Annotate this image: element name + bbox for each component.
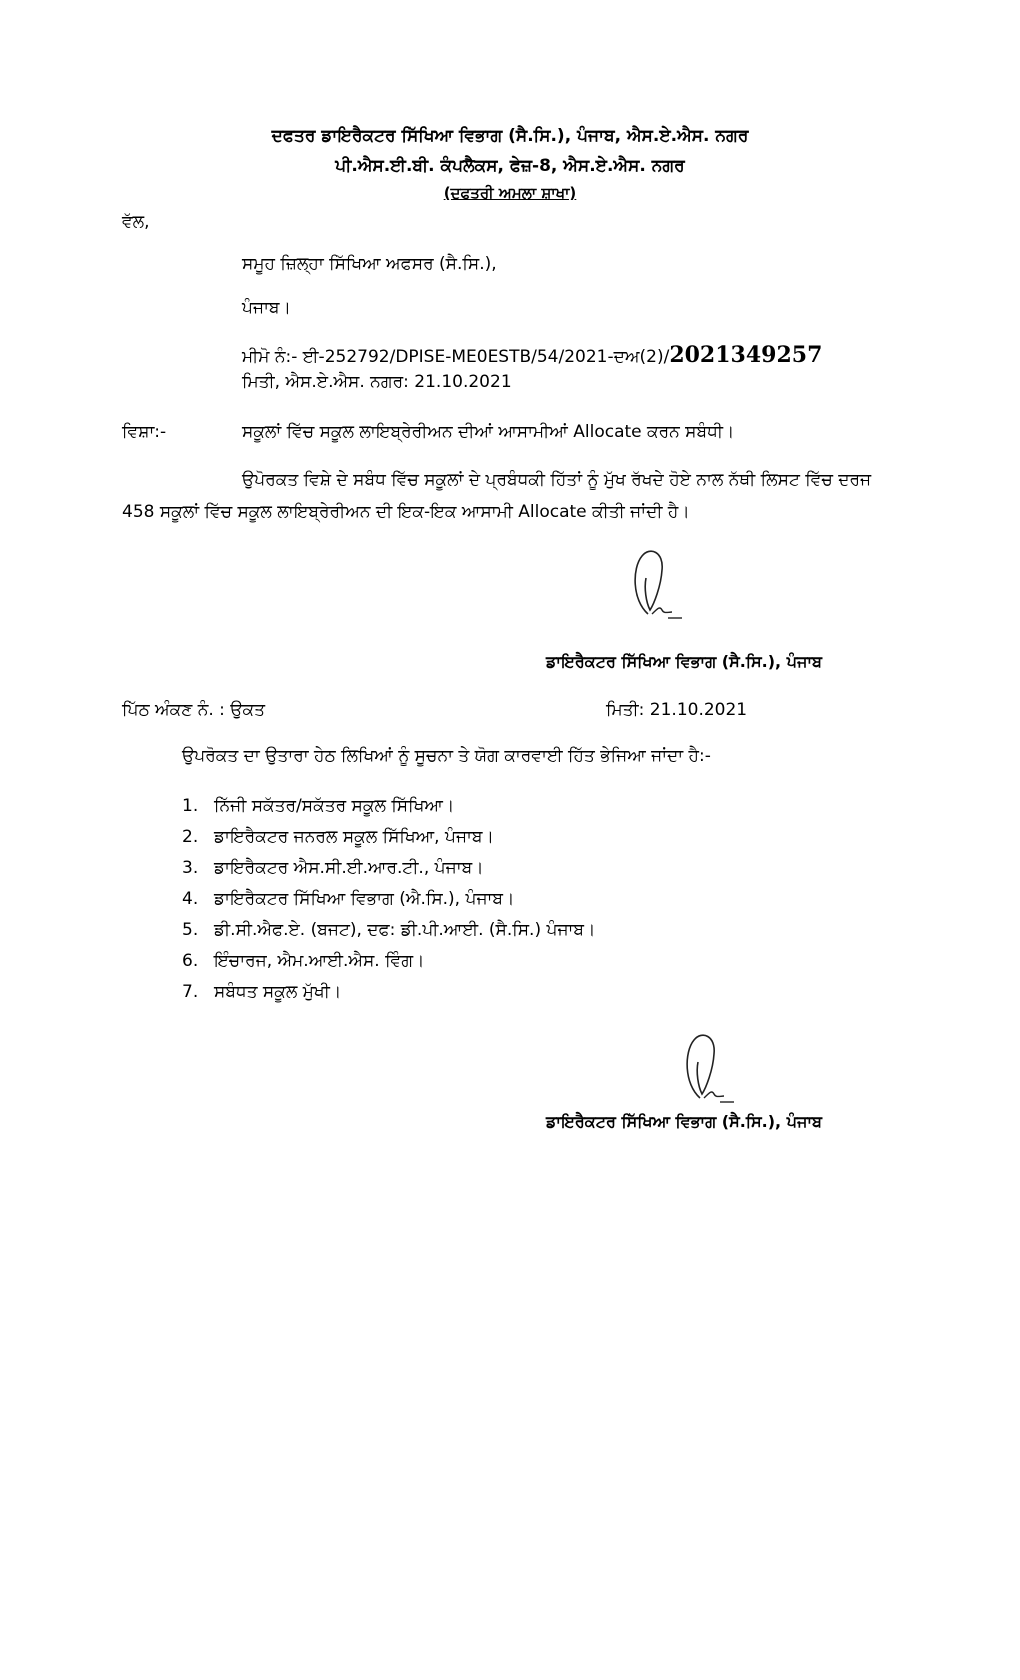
signature2-title: ਡਾਇਰੈਕਟਰ ਸਿੱਖਿਆ ਵਿਭਾਗ (ਸੈ.ਸਿ.), ਪੰਜਾਬ — [546, 1112, 823, 1131]
list-item: 3. ਡਾਇਰੈਕਟਰ ਐਸ.ਸੀ.ਈ.ਆਰ.ਟੀ., ਪੰਜਾਬ। — [182, 858, 484, 878]
list-item: 2. ਡਾਇਰੈਕਟਰ ਜਨਰਲ ਸਕੂਲ ਸਿੱਖਿਆ, ਪੰਜਾਬ। — [182, 827, 494, 847]
header-office-address: ਪੀ.ਐਸ.ਈ.ਬੀ. ਕੰਪਲੈਕਸ, ਫੇਜ਼-8, ਐਸ.ਏ.ਐਸ. ਨਗਰ — [335, 156, 685, 176]
list-item: 7. ਸਬੰਧਤ ਸਕੂਲ ਮੁੱਖੀ। — [182, 982, 342, 1002]
memo-label: ਮੀਮੋ ਨੰ:- ਈ-252792/DPISE-ME0ESTB/54/2021-ਦਅ(2)/ — [242, 347, 670, 367]
endorsement-date: ਮਿਤੀ: 21.10.2021 — [606, 700, 748, 720]
subject-text: ਸਕੂਲਾਂ ਵਿੱਚ ਸਕੂਲ ਲਾਇਬ੍ਰੇਰੀਅਨ ਦੀਆਂ ਆਸਾਮੀਆਂ Allocate ਕਰਨ ਸਬੰਧੀ। — [242, 422, 735, 442]
list-item: 1. ਨਿੱਜੀ ਸਕੱਤਰ/ਸਕੱਤਰ ਸਕੂਲ ਸਿੱਖਿਆ। — [182, 796, 455, 816]
body-paragraph-line2: 458 ਸਕੂਲਾਂ ਵਿੱਚ ਸਕੂਲ ਲਾਇਬ੍ਰੇਰੀਅਨ ਦੀ ਇਕ-ਇਕ ਆਸਾਮੀ Allocate ਕੀਤੀ ਜਾਂਦੀ ਹੈ। — [122, 502, 690, 522]
list-item: 5. ਡੀ.ਸੀ.ਐਫ.ਏ. (ਬਜਟ), ਦਫ: ਡੀ.ਪੀ.ਆਈ. (ਸੈ.ਸਿ.) ਪੰਜਾਬ। — [182, 920, 596, 940]
addressee-line1: ਸਮੂਹ ਜ਼ਿਲ੍ਹਾ ਸਿੱਖਿਆ ਅਫਸਰ (ਸੈ.ਸਿ.), — [242, 254, 497, 274]
signature-image — [628, 548, 688, 626]
memo-date: ਮਿਤੀ, ਐਸ.ਏ.ਐਸ. ਨਗਰ: 21.10.2021 — [242, 372, 512, 392]
body-paragraph-line1: ਉਪੋਰਕਤ ਵਿਸ਼ੇ ਦੇ ਸਬੰਧ ਵਿੱਚ ਸਕੂਲਾਂ ਦੇ ਪ੍ਰਬੰਧਕੀ ਹਿੱਤਾਂ ਨੂੰ ਮੁੱਖ ਰੱਖਦੇ ਹੋਏ ਨਾਲ ਨੱਥੀ ਲਿਸਟ ਵਿੱਚ ਦਰਜ — [242, 470, 872, 490]
signature1-title: ਡਾਇਰੈਕਟਰ ਸਿੱਖਿਆ ਵਿਭਾਗ (ਸੈ.ਸਿ.), ਪੰਜਾਬ — [546, 652, 823, 671]
header-office-name: ਦਫਤਰ ਡਾਇਰੈਕਟਰ ਸਿੱਖਿਆ ਵਿਭਾਗ (ਸੈ.ਸਿ.), ਪੰਜਾਬ, ਐਸ.ਏ.ਐਸ. ਨਗਰ — [271, 126, 749, 146]
memo-line — [242, 342, 822, 368]
addressee-to: ਵੱਲ, — [122, 212, 150, 232]
addressee-line2: ਪੰਜਾਬ। — [242, 298, 291, 318]
list-item: 6. ਇੰਚਾਰਜ, ਐਮ.ਆਈ.ਐਸ. ਵਿੰਗ। — [182, 951, 425, 971]
memo-number: 2021349257 — [669, 342, 823, 368]
list-item: 4. ਡਾਇਰੈਕਟਰ ਸਿੱਖਿਆ ਵਿਭਾਗ (ਐ.ਸਿ.), ਪੰਜਾਬ। — [182, 889, 515, 909]
endorsement-intro: ਉਪਰੋਕਤ ਦਾ ਉਤਾਰਾ ਹੇਠ ਲਿਖਿਆਂ ਨੂੰ ਸੂਚਨਾ ਤੇ ਯੋਗ ਕਾਰਵਾਈ ਹਿੱਤ ਭੇਜਿਆ ਜਾਂਦਾ ਹੈ:- — [182, 746, 711, 766]
endorsement-label: ਪਿੱਠ ਅੰਕਣ ਨੰ. : ਉਕਤ — [122, 700, 266, 720]
signature-image — [680, 1032, 740, 1110]
header-branch: (ਦਫਤਰੀ ਅਮਲਾ ਸ਼ਾਖਾ) — [443, 184, 577, 202]
subject-label: ਵਿਸ਼ਾ:- — [122, 422, 167, 442]
